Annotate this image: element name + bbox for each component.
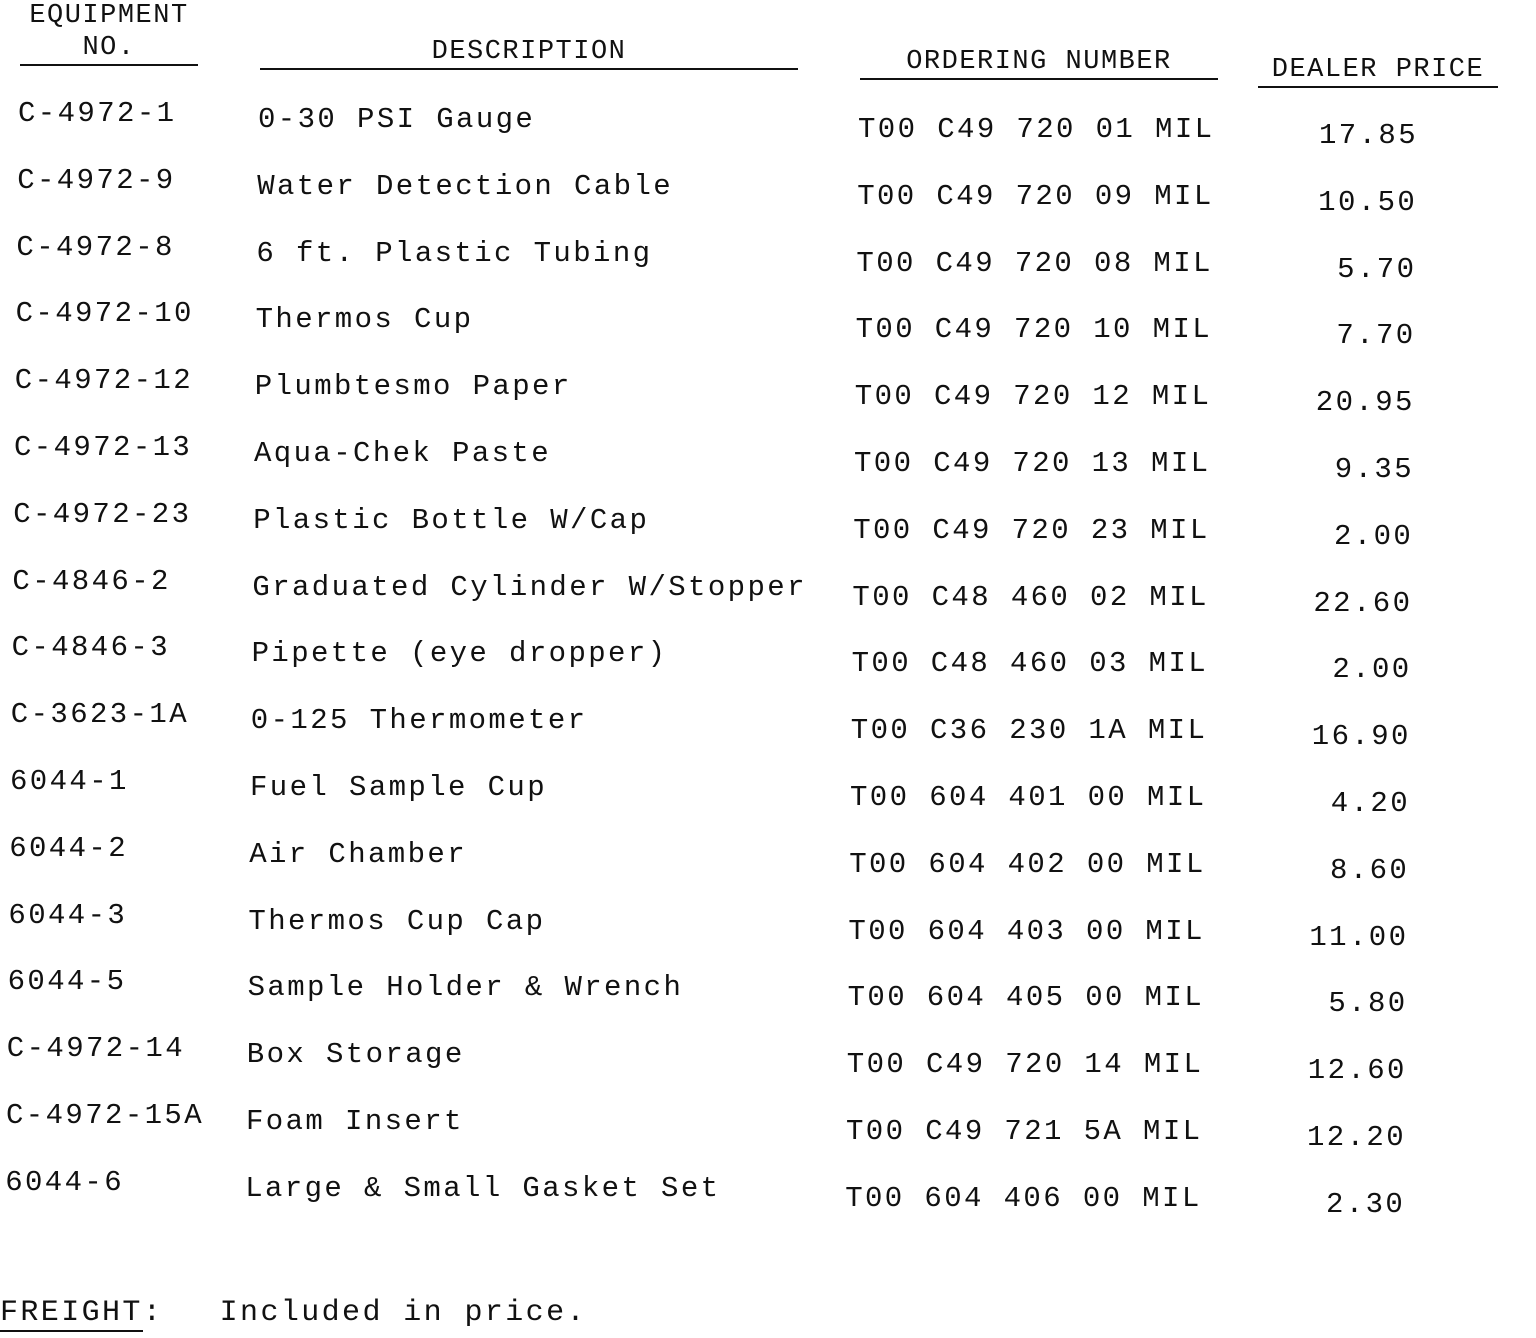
description: 0-30 PSI Gauge — [258, 103, 536, 136]
description: Foam Insert — [246, 1105, 464, 1138]
table-row — [0, 564, 1536, 620]
description: Sample Holder & Wrench — [247, 971, 684, 1005]
dealer-price: 22.60 — [1313, 586, 1413, 620]
equipment-no: C-4846-3 — [11, 631, 171, 665]
ordering-number: T00 C48 460 03 MIL — [851, 647, 1209, 681]
freight-note — [0, 1296, 587, 1330]
description: Plastic Bottle W/Cap — [253, 503, 650, 537]
freight-label: FREIGHT — [0, 1296, 143, 1330]
equipment-no: C-4972-23 — [13, 497, 192, 531]
freight-text: Included in price. — [219, 1296, 587, 1330]
equipment-no: 6044-5 — [7, 965, 127, 999]
equipment-no: C-4972-10 — [15, 297, 194, 331]
table-row — [0, 363, 1536, 420]
header-ordering-number-label: ORDERING NUMBER — [860, 46, 1218, 80]
table-row — [0, 1165, 1536, 1221]
dealer-price: 12.20 — [1306, 1121, 1406, 1154]
dealer-price: 2.30 — [1325, 1187, 1406, 1221]
description: Graduated Cylinder W/Stopper — [252, 570, 807, 604]
header-dealer-price-label: DEALER PRICE — [1258, 54, 1498, 88]
equipment-no: C-4846-2 — [12, 564, 171, 598]
description: Large & Small Gasket Set — [245, 1171, 721, 1205]
ordering-number: T00 C49 721 5A MIL — [846, 1115, 1203, 1148]
ordering-number: T00 C49 720 12 MIL — [854, 380, 1212, 414]
description: Water Detection Cable — [257, 169, 674, 203]
dealer-price: 20.95 — [1315, 386, 1415, 420]
dealer-price: 10.50 — [1318, 185, 1418, 219]
header-description-label: DESCRIPTION — [260, 36, 798, 70]
equipment-no: C-4972-1 — [18, 97, 177, 130]
ordering-number: T00 604 403 00 MIL — [848, 914, 1205, 948]
table-row — [0, 764, 1536, 820]
dealer-price: 8.60 — [1329, 853, 1410, 887]
description: Plumbtesmo Paper — [254, 370, 572, 404]
ordering-number: T00 C49 720 23 MIL — [853, 513, 1210, 547]
table-row — [0, 1031, 1536, 1088]
ordering-number: T00 C49 720 08 MIL — [856, 246, 1213, 280]
table-row — [0, 497, 1536, 553]
ordering-number: T00 604 406 00 MIL — [845, 1181, 1202, 1215]
dealer-price: 11.00 — [1309, 920, 1409, 954]
ordering-number: T00 604 405 00 MIL — [847, 981, 1205, 1015]
description: Pipette (eye dropper) — [251, 637, 668, 671]
ordering-number: T00 C49 720 13 MIL — [854, 447, 1211, 480]
description: Thermos Cup Cap — [248, 904, 546, 938]
dealer-price: 16.90 — [1311, 720, 1411, 754]
equipment-no: C-4972-8 — [16, 230, 175, 264]
description: Aqua-Chek Paste — [254, 437, 552, 470]
dealer-price: 2.00 — [1333, 519, 1414, 553]
dealer-price: 7.70 — [1336, 319, 1416, 353]
ordering-number: T00 C49 720 14 MIL — [846, 1048, 1204, 1082]
description: Thermos Cup — [255, 303, 474, 337]
ordering-number: T00 C49 720 09 MIL — [857, 179, 1214, 213]
ordering-number: T00 604 402 00 MIL — [849, 847, 1206, 881]
dealer-price: 12.60 — [1307, 1054, 1407, 1088]
equipment-no: C-4972-9 — [17, 163, 176, 197]
ordering-number: T00 C36 230 1A MIL — [850, 714, 1208, 748]
equipment-no: 6044-2 — [9, 831, 129, 865]
header-equipment-line2: NO. — [20, 32, 198, 66]
ordering-number: T00 C49 720 10 MIL — [855, 313, 1213, 347]
table-row — [0, 96, 1536, 152]
dealer-price: 9.35 — [1334, 453, 1414, 486]
equipment-no: C-4972-15A — [6, 1099, 205, 1132]
description: Box Storage — [246, 1038, 465, 1072]
description: 6 ft. Plastic Tubing — [256, 236, 653, 270]
table-row — [0, 430, 1536, 486]
dealer-price: 5.70 — [1337, 252, 1417, 286]
freight-separator: : — [142, 1296, 164, 1330]
equipment-no: 6044-1 — [10, 765, 129, 798]
table-row — [0, 831, 1536, 887]
table-row — [0, 630, 1536, 687]
ordering-number: T00 604 401 00 MIL — [850, 781, 1207, 814]
table-row — [0, 697, 1536, 754]
table-row — [0, 964, 1536, 1021]
equipment-no: C-4972-12 — [14, 364, 194, 398]
dealer-price: 4.20 — [1330, 787, 1410, 820]
table-row — [0, 898, 1536, 954]
description: Air Chamber — [249, 837, 468, 871]
table-row — [0, 296, 1536, 353]
equipment-no: 6044-3 — [8, 898, 128, 932]
header-equipment-line1: EQUIPMENT — [29, 1, 189, 31]
description: Fuel Sample Cup — [250, 771, 548, 804]
description: 0-125 Thermometer — [250, 704, 588, 738]
dealer-price: 5.80 — [1328, 987, 1408, 1021]
dealer-price: 2.00 — [1332, 653, 1412, 687]
table-row — [0, 230, 1536, 286]
table-row — [0, 163, 1536, 219]
equipment-no: C-4972-13 — [14, 431, 193, 464]
ordering-number: T00 C48 460 02 MIL — [852, 580, 1209, 614]
table-row — [0, 1098, 1536, 1154]
dealer-price: 17.85 — [1318, 119, 1418, 152]
equipment-no: C-3623-1A — [10, 698, 190, 732]
equipment-no: C-4972-14 — [6, 1032, 186, 1066]
ordering-number: T00 C49 720 01 MIL — [858, 113, 1215, 146]
equipment-no: 6044-6 — [5, 1165, 125, 1199]
